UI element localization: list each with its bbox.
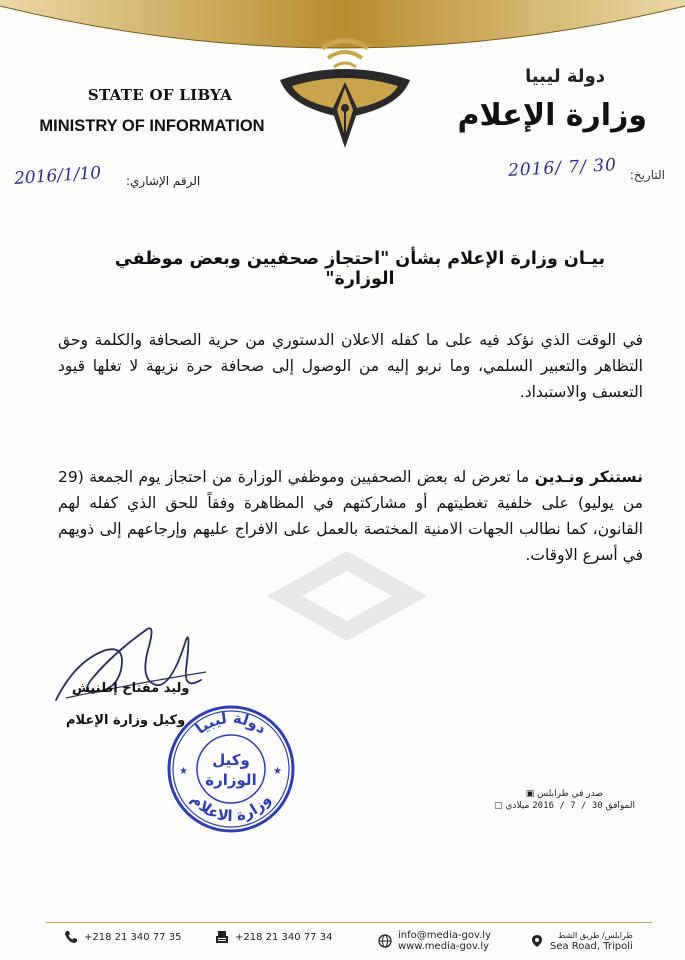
issued-date xyxy=(487,801,635,811)
state-name-ar: دولة ليبيا xyxy=(525,66,605,87)
state-name-en: STATE OF LIBYA xyxy=(87,86,233,104)
address-en: Sea Road, Tripoli xyxy=(550,941,633,952)
fax-number: +218 21 340 77 34 xyxy=(235,931,333,943)
ministry-name-en: MINISTRY OF INFORMATION xyxy=(39,117,265,135)
paragraph-2-body: ما تعرض له بعض الصحفيين وموظفي الوزارة من احتجاز يوم الجمعة (29 من يوليو) على خلفية تغطيتهم أو مشاركتهم في المظاهرة وفقاً للحق الذي كفله لهم القانون، كما نطالب الجهات الامنية المختصة بالعمل على الافراج عليهم وإرجاعهم إلى ذويهم في أسرع الاوقات. xyxy=(58,468,643,564)
footer-phone xyxy=(64,930,181,944)
reference-label: الرقم الإشاري: xyxy=(126,174,201,188)
stamp-bottom-text: وزارة الاعلام xyxy=(187,790,275,826)
issued-place xyxy=(526,789,603,799)
signer-name: وليد مفتاح إطنيش xyxy=(72,681,190,696)
stamp-star-left-icon: ★ xyxy=(179,766,188,777)
issued-date-value: 30 / 7 / 2016 xyxy=(532,801,603,811)
issued-date-suffix: ميلادي xyxy=(505,801,530,811)
location-pin-icon xyxy=(530,934,544,948)
address-ar: طرابلس/ طريق الشط xyxy=(557,931,633,940)
calendar-icon: ▣ xyxy=(525,789,535,799)
phone-icon xyxy=(64,930,78,944)
signer-title: وكيل وزارة الإعلام xyxy=(66,713,186,728)
stamp-middle-line2: الوزارة xyxy=(205,771,257,789)
issued-place-text: صدر في طرابلس xyxy=(537,789,603,799)
issued-date-label: الموافق xyxy=(605,801,635,811)
email-address[interactable]: info@media-gov.ly xyxy=(398,930,491,941)
ministry-emblem xyxy=(270,28,420,168)
globe-icon xyxy=(378,934,392,948)
statement-headline: بيـان وزارة الإعلام بشأن "احتجاز صحفيين وبعض موظفي الوزارة" xyxy=(114,249,606,289)
reference-number: 2016/1/10 xyxy=(13,162,102,190)
paragraph-1: في الوقت الذي نؤكد فيه على ما كفله الاعلان الدستوري من حرية الصحافة والكلمة وحق التظاهر والتعبير السلمي، وما نربو إليه من الوصول إلى صحافة حرة نزيهة لا تغلها قيود التعسف والاستبداد. xyxy=(58,331,643,401)
footer-address xyxy=(530,930,633,952)
stamp-top-text: دولة ليبيا xyxy=(191,708,270,738)
fax-icon xyxy=(215,930,229,944)
footer-web xyxy=(378,930,491,952)
ministry-name-ar: وزارة الإعلام xyxy=(457,98,647,133)
date-box-icon: ▢ xyxy=(494,801,503,811)
footer-divider xyxy=(46,922,652,923)
date-label: التاريخ: xyxy=(629,168,665,182)
official-stamp xyxy=(165,703,297,835)
date-value: 2016/ 7/ 30 xyxy=(507,155,618,181)
phone-number: +218 21 340 77 35 xyxy=(84,931,182,943)
website-address[interactable]: www.media-gov.ly xyxy=(398,941,490,952)
emblem-watermark xyxy=(262,546,432,646)
stamp-star-right-icon: ★ xyxy=(273,766,282,777)
footer-fax xyxy=(215,930,332,944)
paragraph-2-lead: نستنكر ونـدين xyxy=(534,468,644,486)
stamp-middle-line1: وكيل xyxy=(212,751,250,769)
